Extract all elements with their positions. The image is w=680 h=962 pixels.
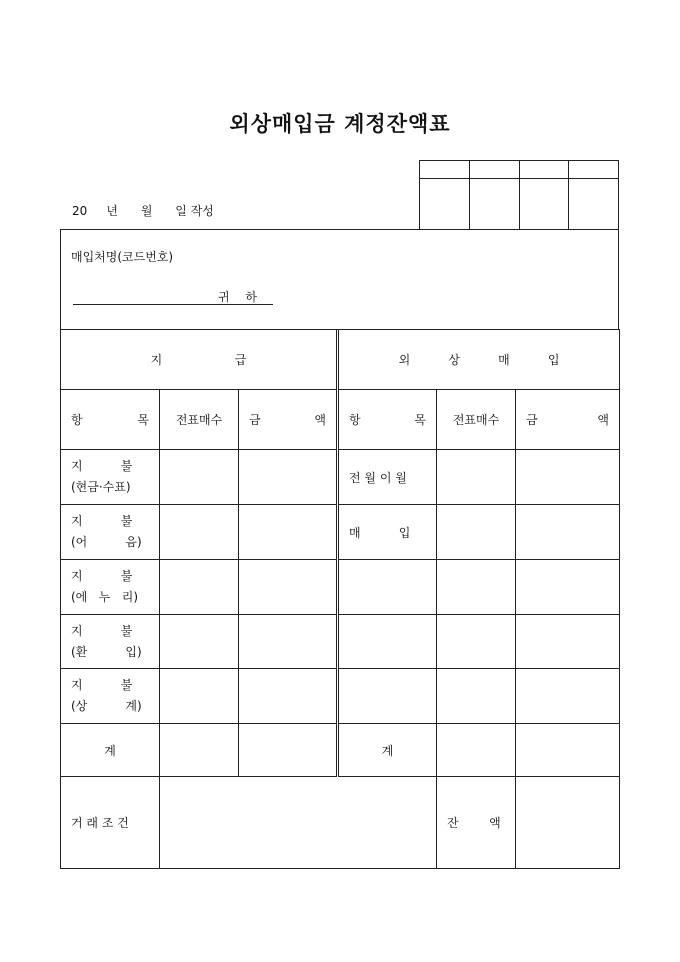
cell[interactable] [160, 724, 239, 777]
table-row [61, 560, 620, 615]
col-amount-right: 금 액 [516, 390, 620, 450]
balance-table [60, 329, 620, 869]
vendor-box [60, 229, 619, 330]
balance-label: 잔 액 [437, 777, 516, 869]
balance-field[interactable] [516, 777, 620, 869]
cell[interactable] [239, 505, 338, 560]
approval-cell[interactable] [469, 161, 519, 179]
approval-grid [419, 160, 619, 230]
cell[interactable] [516, 450, 620, 505]
vendor-suffix: 귀 하 [218, 290, 263, 304]
terms-row [61, 777, 620, 869]
cell[interactable] [437, 450, 516, 505]
cell[interactable] [516, 724, 620, 777]
approval-cell[interactable] [519, 161, 569, 179]
section-purchase: 외 상 매 입 [338, 330, 620, 390]
cell[interactable] [160, 450, 239, 505]
cell[interactable] [516, 669, 620, 724]
col-amount-left: 금 액 [239, 390, 338, 450]
section-payment: 지 급 [61, 330, 338, 390]
cell[interactable] [160, 615, 239, 669]
total-label-right: 계 [338, 724, 437, 777]
row-label-left: 지 불 (어 음) [61, 505, 160, 560]
cell[interactable] [239, 669, 338, 724]
vendor-name-field[interactable] [73, 288, 273, 305]
col-slip-right: 전표매수 [437, 390, 516, 450]
total-label-left: 계 [61, 724, 160, 777]
row-label-right: 전 월 이 월 [338, 450, 437, 505]
cell[interactable] [516, 560, 620, 615]
row-label-left: 지 불 (현금·수표) [61, 450, 160, 505]
cell[interactable] [239, 615, 338, 669]
vendor-label: 매입처명(코드번호) [71, 250, 174, 264]
cell[interactable] [437, 505, 516, 560]
col-item-right: 항 목 [338, 390, 437, 450]
cell[interactable] [516, 615, 620, 669]
cell[interactable] [437, 615, 516, 669]
cell[interactable] [160, 669, 239, 724]
approval-cell[interactable] [469, 179, 519, 230]
cell[interactable] [239, 724, 338, 777]
table-row [61, 450, 620, 505]
cell[interactable] [160, 505, 239, 560]
cell[interactable] [516, 505, 620, 560]
page-title: 외상매입금 계정잔액표 [229, 111, 451, 136]
row-label-left: 지 불 (에 누 리) [61, 560, 160, 615]
table-row [61, 505, 620, 560]
cell[interactable] [160, 560, 239, 615]
row-label-right [338, 615, 437, 669]
row-label-right [338, 669, 437, 724]
terms-label: 거 래 조 건 [61, 777, 160, 869]
col-slip-left: 전표매수 [160, 390, 239, 450]
total-row [61, 724, 620, 777]
cell[interactable] [239, 450, 338, 505]
approval-cell[interactable] [519, 179, 569, 230]
approval-cell[interactable] [569, 161, 619, 179]
terms-field[interactable] [160, 777, 437, 869]
date-line: 20 년 월 일 작성 [72, 204, 214, 218]
cell[interactable] [437, 669, 516, 724]
approval-cell[interactable] [420, 161, 470, 179]
row-label-left: 지 불 (환 입) [61, 615, 160, 669]
cell[interactable] [239, 560, 338, 615]
table-row [61, 615, 620, 669]
approval-cell[interactable] [420, 179, 470, 230]
table-row [61, 669, 620, 724]
cell[interactable] [437, 724, 516, 777]
row-label-left: 지 불 (상 계) [61, 669, 160, 724]
approval-cell[interactable] [569, 179, 619, 230]
row-label-right: 매 입 [338, 505, 437, 560]
col-item-left: 항 목 [61, 390, 160, 450]
cell[interactable] [437, 560, 516, 615]
row-label-right [338, 560, 437, 615]
